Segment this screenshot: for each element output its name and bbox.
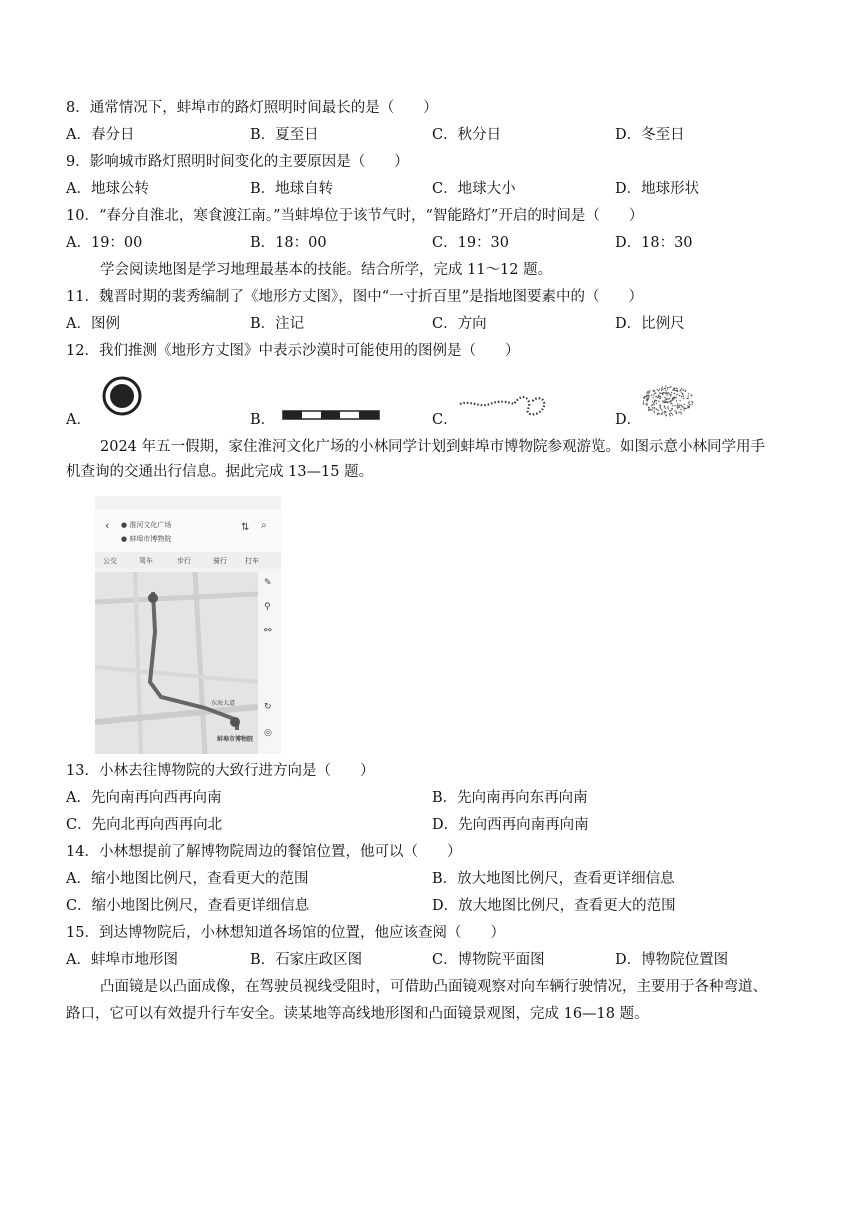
sand-dot bbox=[685, 408, 686, 409]
sand-dot bbox=[646, 400, 647, 401]
sand-dot bbox=[652, 401, 653, 402]
sand-dot bbox=[648, 395, 649, 396]
sand-dot bbox=[669, 401, 670, 402]
sand-dot bbox=[654, 401, 655, 402]
sand-dot bbox=[653, 404, 654, 405]
sand-dot bbox=[674, 397, 675, 398]
tab-taxi: 打车 bbox=[245, 557, 259, 565]
sand-dot bbox=[679, 395, 680, 396]
sand-dot bbox=[651, 405, 652, 406]
transport-tabs bbox=[95, 552, 281, 568]
sand-dot bbox=[658, 401, 659, 402]
sand-dot bbox=[646, 395, 647, 396]
q9-option-a: A．地球公转 bbox=[66, 181, 149, 197]
scale-bar-icon bbox=[282, 409, 380, 421]
sand-dots-icon bbox=[638, 382, 698, 420]
sand-dot bbox=[677, 405, 678, 406]
sand-dot bbox=[691, 401, 692, 402]
sand-dot bbox=[678, 412, 679, 413]
sand-dot bbox=[669, 398, 670, 399]
sand-dot bbox=[683, 389, 684, 390]
sand-dot bbox=[648, 410, 649, 411]
question-12-stem: 12．我们推测《地形方丈图》中表示沙漠时可能使用的图例是（ ） bbox=[66, 343, 520, 359]
sand-dot bbox=[659, 406, 660, 407]
sand-dot bbox=[677, 388, 678, 389]
sand-dot bbox=[688, 396, 689, 397]
sand-dot bbox=[665, 408, 666, 409]
sand-dot bbox=[664, 397, 665, 398]
road-label: 东海大道 bbox=[211, 700, 236, 707]
q9-option-d: D．地球形状 bbox=[615, 181, 700, 197]
q15-option-a: A．蚌埠市地形图 bbox=[66, 952, 178, 968]
sand-dot bbox=[660, 393, 661, 394]
sand-dot bbox=[656, 403, 657, 404]
sand-dot bbox=[663, 402, 664, 403]
sand-dot bbox=[661, 388, 662, 389]
question-14-stem: 14．小林想提前了解博物院周边的餐馆位置，他可以（ ） bbox=[66, 844, 462, 860]
q12-option-d: D． bbox=[615, 412, 642, 428]
route-end: ● 蚌埠市博物院 bbox=[121, 535, 172, 543]
locate-icon[interactable]: ◎ bbox=[264, 728, 272, 738]
q10-option-d: D．18：30 bbox=[615, 235, 693, 251]
sand-dot bbox=[660, 397, 661, 398]
sand-dot bbox=[667, 387, 668, 388]
sand-dot bbox=[654, 390, 655, 391]
sand-dot bbox=[677, 403, 678, 404]
q10-option-b: B．18：00 bbox=[250, 235, 327, 251]
sand-dot bbox=[664, 412, 665, 413]
sand-dot bbox=[667, 399, 668, 400]
sand-dot bbox=[683, 396, 684, 397]
q15-option-b: B．石家庄政区图 bbox=[250, 952, 363, 968]
sand-dot bbox=[670, 415, 671, 416]
q11-option-b: B．注记 bbox=[250, 316, 305, 332]
q13-option-d: D．先向西再向南再向南 bbox=[432, 817, 589, 833]
search-icon: ⌕ bbox=[261, 520, 267, 531]
q13-option-a: A．先向南再向西再向南 bbox=[66, 790, 222, 806]
tab-bike: 骑行 bbox=[213, 557, 227, 565]
sand-dot bbox=[677, 391, 678, 392]
sand-dot bbox=[686, 398, 687, 399]
sand-dot bbox=[648, 392, 649, 393]
map-view bbox=[95, 572, 258, 754]
intro-13-15-line2: 机查询的交通出行信息。据此完成 13—15 题。 bbox=[66, 464, 374, 480]
q15-option-d: D．博物院位置图 bbox=[615, 952, 729, 968]
sand-dot bbox=[643, 402, 644, 403]
sand-dot bbox=[689, 404, 690, 405]
sand-dot bbox=[653, 397, 654, 398]
sand-dot bbox=[662, 393, 663, 394]
q13-option-c: C．先向北再向西再向北 bbox=[66, 817, 223, 833]
sand-dot bbox=[676, 400, 677, 401]
sand-dot bbox=[673, 387, 674, 388]
sand-dot bbox=[683, 408, 684, 409]
phone-map-screenshot bbox=[95, 496, 281, 754]
sand-dot bbox=[683, 398, 684, 399]
sand-dot bbox=[653, 402, 654, 403]
sand-dot bbox=[659, 413, 660, 414]
sand-dot bbox=[668, 393, 669, 394]
sand-dot bbox=[691, 404, 692, 405]
sand-dot bbox=[656, 400, 657, 401]
sand-dot bbox=[664, 402, 665, 403]
sand-dot bbox=[671, 403, 672, 404]
sand-dot bbox=[667, 388, 668, 389]
question-13-stem: 13．小林去往博物院的大致行进方向是（ ） bbox=[66, 763, 375, 779]
sand-dot bbox=[654, 412, 655, 413]
sand-dot bbox=[643, 397, 644, 398]
sand-dot bbox=[662, 389, 663, 390]
sand-dot bbox=[657, 389, 658, 390]
sand-dot bbox=[682, 394, 683, 395]
sand-dot bbox=[674, 405, 675, 406]
sand-dot bbox=[664, 406, 665, 407]
q11-option-c: C．方向 bbox=[432, 316, 487, 332]
sand-dot bbox=[653, 410, 654, 411]
tab-drive: 驾车 bbox=[139, 557, 153, 565]
sand-dot bbox=[658, 410, 659, 411]
sand-dot bbox=[672, 414, 673, 415]
sand-dot bbox=[669, 414, 670, 415]
sand-dot bbox=[667, 401, 668, 402]
question-11-stem: 11．魏晋时期的裴秀编制了《地形方丈图》，图中“一寸折百里”是指地图要素中的（ ） bbox=[66, 289, 644, 305]
sand-dot bbox=[674, 390, 675, 391]
sand-dot bbox=[647, 391, 648, 392]
q11-option-a: A．图例 bbox=[66, 316, 120, 332]
sand-dot bbox=[669, 394, 670, 395]
sand-dot bbox=[661, 409, 662, 410]
sand-dot bbox=[676, 394, 677, 395]
phone-status-bar bbox=[95, 496, 281, 510]
swap-icon: ⇅ bbox=[241, 522, 250, 533]
q14-option-c: C．缩小地图比例尺，查看更详细信息 bbox=[66, 898, 310, 914]
q14-option-b: B．放大地图比例尺，查看更详细信息 bbox=[432, 871, 675, 887]
sand-dot bbox=[689, 401, 690, 402]
tab-bus: 公交 bbox=[103, 557, 117, 565]
map-roads bbox=[95, 572, 258, 754]
q8-option-d: D．冬至日 bbox=[615, 127, 685, 143]
sand-dot bbox=[666, 415, 667, 416]
question-9-stem: 9．影响城市路灯照明时间变化的主要原因是（ ） bbox=[66, 154, 409, 170]
bike-icon[interactable]: ⚯ bbox=[264, 626, 272, 636]
sand-dot bbox=[651, 409, 652, 410]
q8-option-a: A．春分日 bbox=[66, 127, 135, 143]
sand-dot bbox=[652, 404, 653, 405]
sand-dot bbox=[669, 410, 670, 411]
sand-dot bbox=[671, 392, 672, 393]
q11-option-d: D．比例尺 bbox=[615, 316, 685, 332]
sand-dot bbox=[668, 408, 669, 409]
sand-dot bbox=[672, 405, 673, 406]
sand-dot bbox=[660, 405, 661, 406]
q9-option-b: B．地球自转 bbox=[250, 181, 334, 197]
q14-option-a: A．缩小地图比例尺，查看更大的范围 bbox=[66, 871, 309, 887]
sand-dot bbox=[650, 409, 651, 410]
sand-dot bbox=[670, 401, 671, 402]
sand-dot bbox=[692, 402, 693, 403]
intro-11-12: 学会阅读地图是学习地理最基本的技能。结合所学，完成 11～12 题。 bbox=[100, 262, 553, 278]
back-arrow-icon: ‹ bbox=[105, 519, 110, 532]
sand-dot bbox=[664, 388, 665, 389]
sand-dot bbox=[688, 402, 689, 403]
q12-option-c: C． bbox=[432, 412, 458, 428]
sand-dot bbox=[658, 395, 659, 396]
sand-dot bbox=[688, 393, 689, 394]
sand-dot bbox=[679, 405, 680, 406]
sand-dot bbox=[688, 407, 689, 408]
sand-dot bbox=[683, 409, 684, 410]
sand-dot bbox=[676, 413, 677, 414]
sand-dot bbox=[648, 407, 649, 408]
sand-dot bbox=[676, 412, 677, 413]
sand-dot bbox=[658, 413, 659, 414]
sand-dot bbox=[681, 413, 682, 414]
destination-label: 蚌埠市博物院 bbox=[217, 736, 254, 743]
sand-dot bbox=[643, 400, 644, 401]
destination-pin-icon bbox=[230, 717, 240, 727]
sand-dot bbox=[680, 411, 681, 412]
q12-option-b: B． bbox=[250, 412, 276, 428]
q12-option-a: A． bbox=[66, 412, 91, 428]
sand-dot bbox=[661, 413, 662, 414]
sand-dot bbox=[646, 399, 647, 400]
sand-dot bbox=[680, 409, 681, 410]
sand-dot bbox=[684, 404, 685, 405]
sand-dot bbox=[649, 390, 650, 391]
sand-dot bbox=[662, 400, 663, 401]
start-pin-icon bbox=[148, 593, 158, 603]
sand-dot bbox=[677, 407, 678, 408]
sand-dot bbox=[656, 396, 657, 397]
q15-option-c: C．博物院平面图 bbox=[432, 952, 545, 968]
q10-option-c: C．19：30 bbox=[432, 235, 509, 251]
sand-dot bbox=[666, 395, 667, 396]
sand-dot bbox=[681, 388, 682, 389]
sand-dot bbox=[658, 390, 659, 391]
sand-dot bbox=[655, 408, 656, 409]
sand-dot bbox=[665, 390, 666, 391]
sand-dot bbox=[674, 393, 675, 394]
sand-dot bbox=[651, 394, 652, 395]
intro-16-18-line2: 路口，它可以有效提升行车安全。读某地等高线地形图和凸面镜景观图，完成 16—18 题。 bbox=[66, 1006, 649, 1022]
sand-dot bbox=[644, 396, 645, 397]
route-start: ● 淮河文化广场 bbox=[121, 521, 172, 529]
sand-dot bbox=[646, 392, 647, 393]
sand-dot bbox=[652, 407, 653, 408]
intro-16-18-line1: 凸面镜是以凸面成像，在驾驶员视线受阻时，可借助凸面镜观察对向车辆行驶情况，主要用于各种弯道、 bbox=[100, 979, 767, 995]
q8-option-c: C．秋分日 bbox=[432, 127, 502, 143]
sand-dot bbox=[671, 394, 672, 395]
sand-dot bbox=[687, 407, 688, 408]
sand-dot bbox=[672, 399, 673, 400]
sand-dot bbox=[665, 385, 666, 386]
sand-dot bbox=[663, 392, 664, 393]
sand-dot bbox=[657, 397, 658, 398]
sand-dot bbox=[691, 394, 692, 395]
sand-dot bbox=[685, 391, 686, 392]
sand-dot bbox=[680, 405, 681, 406]
q14-option-d: D．放大地图比例尺，查看更大的范围 bbox=[432, 898, 676, 914]
sand-dot bbox=[646, 404, 647, 405]
target-circle-icon bbox=[100, 374, 144, 418]
route-header bbox=[95, 510, 281, 552]
sand-dot bbox=[681, 396, 682, 397]
sand-dot bbox=[659, 388, 660, 389]
sand-dot bbox=[654, 400, 655, 401]
sand-dot bbox=[667, 406, 668, 407]
sand-dot bbox=[653, 394, 654, 395]
sand-dot bbox=[681, 392, 682, 393]
sand-dot bbox=[671, 413, 672, 414]
sand-dot bbox=[669, 387, 670, 388]
sand-dot bbox=[679, 407, 680, 408]
question-8-stem: 8．通常情况下，蚌埠市的路灯照明时间最长的是（ ） bbox=[66, 100, 438, 116]
sand-dot bbox=[662, 412, 663, 413]
walk-icon[interactable]: ⚲ bbox=[264, 602, 271, 612]
sand-dot bbox=[670, 410, 671, 411]
q13-option-b: B．先向南再向东再向南 bbox=[432, 790, 588, 806]
refresh-icon[interactable]: ↻ bbox=[264, 702, 272, 712]
sand-dot bbox=[666, 399, 667, 400]
layers-icon[interactable]: ✎ bbox=[264, 578, 272, 588]
sand-dot bbox=[654, 393, 655, 394]
question-10-stem: 10．“春分自淮北，寒食渡江南。”当蚌埠位于该节气时，“智能路灯”开启的时间是（ ） bbox=[66, 208, 644, 224]
q8-option-b: B．夏至日 bbox=[250, 127, 319, 143]
intro-13-15-line1: 2024 年五一假期，家住淮河文化广场的小林同学计划到蚌埠市博物院参观游览。如图示意小林同学用手 bbox=[100, 439, 766, 455]
sand-dot bbox=[662, 386, 663, 387]
tab-walk: 步行 bbox=[177, 557, 191, 565]
sand-dot bbox=[674, 410, 675, 411]
q9-option-c: C．地球大小 bbox=[432, 181, 516, 197]
sand-dot bbox=[653, 390, 654, 391]
question-15-stem: 15．到达博物院后，小林想知道各场馆的位置，他应该查阅（ ） bbox=[66, 925, 505, 941]
map-side-toolbar bbox=[258, 572, 281, 754]
sand-dot bbox=[666, 393, 667, 394]
sand-dot bbox=[671, 408, 672, 409]
q10-option-a: A．19：00 bbox=[66, 235, 143, 251]
sand-dot bbox=[679, 400, 680, 401]
dotted-river-icon bbox=[456, 390, 552, 420]
sand-dot bbox=[687, 405, 688, 406]
sand-dot bbox=[665, 411, 666, 412]
sand-dot bbox=[661, 390, 662, 391]
sand-dot bbox=[666, 401, 667, 402]
sand-dot bbox=[679, 390, 680, 391]
sand-dot bbox=[646, 396, 647, 397]
sand-dot bbox=[654, 407, 655, 408]
sand-dot bbox=[682, 406, 683, 407]
